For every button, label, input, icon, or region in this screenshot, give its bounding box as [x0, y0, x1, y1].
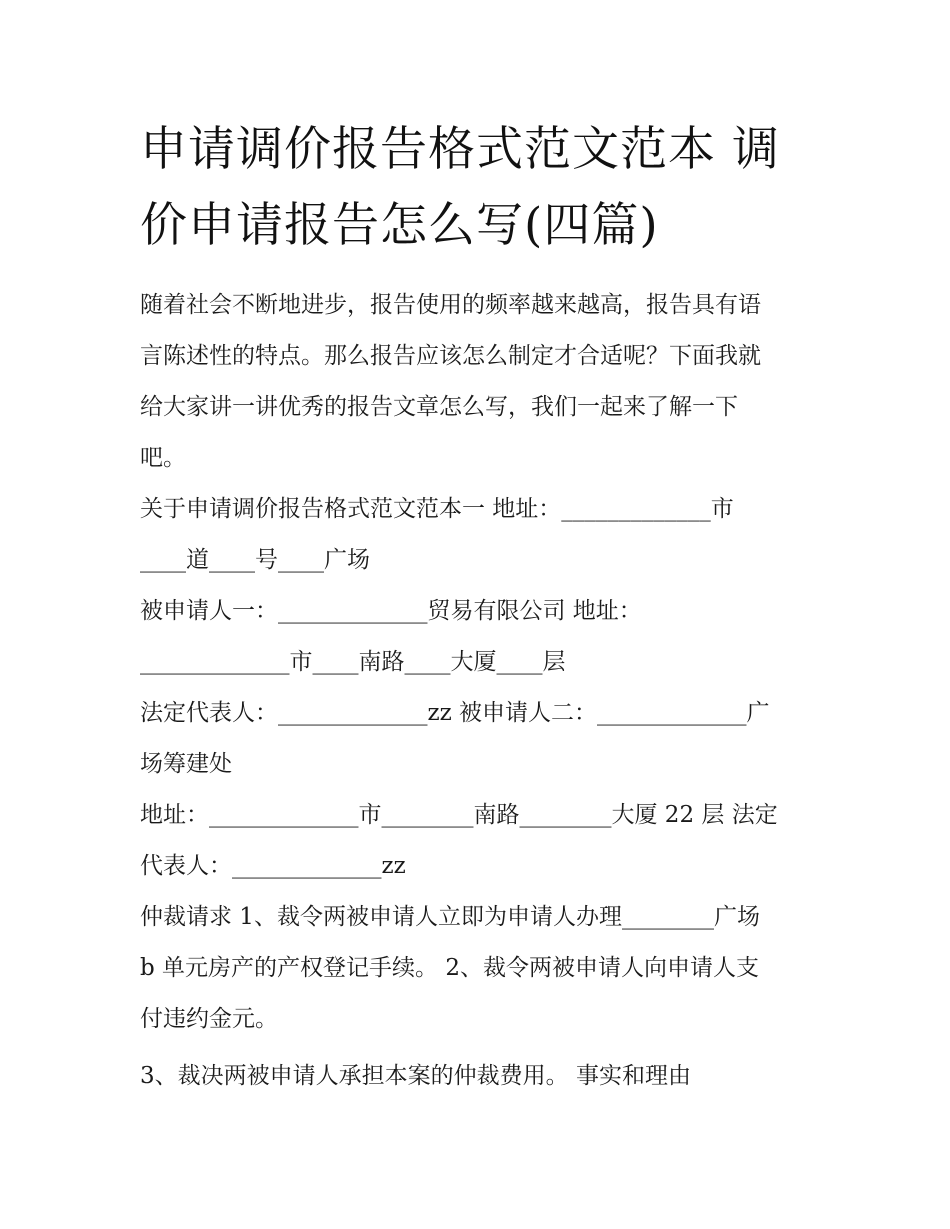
paragraph-applicant-address [140, 484, 820, 586]
text-line: 代表人：_____________zz [140, 853, 406, 879]
text-line: 给大家讲一讲优秀的报告文章怎么写，我们一起来了解一下 [140, 394, 738, 420]
paragraph-respondent-two-address [140, 790, 820, 892]
paragraph-intro [140, 280, 820, 484]
text-line: 吧。 [140, 445, 186, 471]
text-line: 言陈述性的特点。那么报告应该怎么制定才合适呢？下面我就 [140, 343, 761, 369]
text-line: ____道____号____广场 [140, 547, 370, 573]
paragraph-arbitration-claims [140, 892, 820, 1045]
text-line: 被申请人一：_____________贸易有限公司 地址： [140, 598, 642, 624]
paragraph-legal-representative [140, 688, 820, 790]
text-line: 仲裁请求 1、裁令两被申请人立即为申请人办理________广场 [140, 904, 760, 930]
title-line-2: 价申请报告怎么写(四篇) [140, 198, 659, 253]
text-line: 3、裁决两被申请人承担本案的仲裁费用。 事实和理由 [140, 1063, 691, 1089]
text-line: 随着社会不断地进步，报告使用的频率越来越高，报告具有语 [140, 292, 761, 318]
text-line: 地址：_____________市________南路________大厦 22 层 法定 [140, 802, 778, 828]
paragraph-arbitration-costs [140, 1051, 820, 1102]
document-title [140, 112, 820, 264]
document-body [140, 280, 820, 1102]
text-line: 关于申请调价报告格式范文范本一 地址：_____________市 [140, 496, 734, 522]
text-line: 付违约金元。 [140, 1006, 278, 1032]
text-line: _____________市____南路____大厦____层 [140, 649, 566, 675]
text-line: b 单元房产的产权登记手续。 2、裁令两被申请人向申请人支 [140, 955, 759, 981]
text-line: 法定代表人：_____________zz 被申请人二：_____________广 [140, 700, 770, 726]
text-line: 场筹建处 [140, 751, 232, 777]
title-line-1: 申请调价报告格式范文范本 调 [140, 122, 780, 177]
paragraph-respondent-one [140, 586, 820, 688]
